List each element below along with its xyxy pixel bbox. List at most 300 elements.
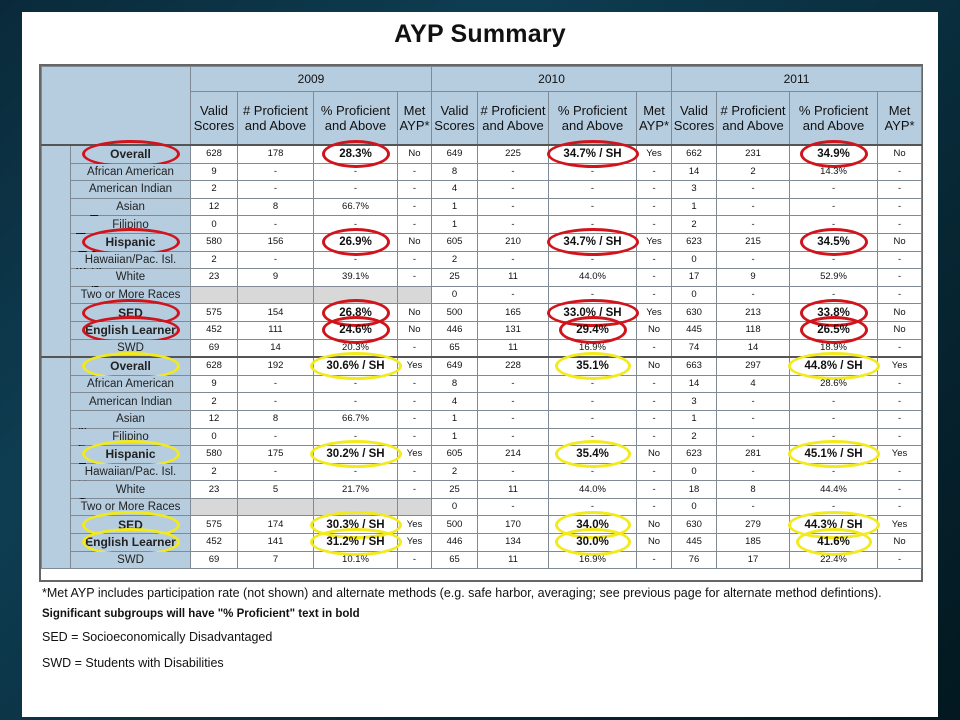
cell-value: No [408, 324, 421, 336]
met-ayp-cell [637, 269, 672, 287]
met-ayp-cell [398, 251, 432, 269]
valid-scores-cell [432, 428, 478, 446]
table-row [42, 463, 922, 481]
ayp-table-body [42, 67, 922, 569]
proficient-percent-cell [790, 339, 878, 357]
proficient-percent-cell [314, 339, 398, 357]
col-met-ayp: Met AYP* [878, 92, 922, 146]
cell-value: 2 [451, 465, 458, 477]
cell-value: No [893, 148, 906, 160]
valid-scores-cell [191, 269, 238, 287]
proficient-count-cell [717, 339, 790, 357]
valid-scores-cell [191, 516, 238, 534]
cell-value: - [897, 183, 902, 195]
cell-value: No [408, 148, 421, 160]
valid-scores-cell [672, 233, 717, 251]
cell-value: 4 [451, 395, 458, 407]
met-ayp-cell [398, 428, 432, 446]
proficient-percent-cell [314, 463, 398, 481]
proficient-count-cell [478, 357, 549, 375]
table-row [42, 393, 922, 411]
subject-label [42, 357, 71, 569]
met-ayp-cell [878, 481, 922, 499]
cell-value: - [652, 201, 656, 213]
cell-value: - [751, 395, 755, 407]
proficient-percent-cell [790, 269, 878, 287]
cell-value: 2 [451, 253, 458, 265]
cell-value: 210 [505, 236, 521, 248]
valid-scores-cell [432, 446, 478, 464]
proficient-count-cell [478, 498, 549, 516]
valid-scores-cell [191, 304, 238, 322]
cell-value: 452 [206, 324, 222, 336]
valid-scores-cell [432, 498, 478, 516]
table-row [42, 181, 922, 199]
cell-value: No [408, 236, 421, 248]
proficient-count-cell [478, 446, 549, 464]
proficient-percent-cell [549, 393, 637, 411]
proficient-count-cell [717, 163, 790, 181]
cell-value: 0 [691, 253, 697, 265]
cell-value: 30.2% / SH [326, 448, 385, 461]
cell-value: - [590, 218, 595, 230]
proficient-count-cell [478, 321, 549, 339]
met-ayp-cell [637, 198, 672, 216]
valid-scores-cell [191, 393, 238, 411]
cell-value: 11 [508, 553, 518, 565]
proficient-percent-cell [790, 375, 878, 393]
empty-cell [191, 498, 238, 516]
proficient-count-cell [238, 375, 314, 393]
proficient-percent-cell [549, 269, 637, 287]
cell-value: - [652, 465, 656, 477]
cell-value: 66.7% [342, 201, 369, 213]
cell-value: 41.6% [817, 536, 850, 549]
met-ayp-cell [398, 375, 432, 393]
proficient-percent-cell [314, 534, 398, 552]
subgroup-label-text: Hispanic [105, 235, 156, 250]
valid-scores-cell [191, 375, 238, 393]
met-ayp-cell [637, 304, 672, 322]
cell-value: 192 [267, 360, 284, 372]
proficient-count-cell [717, 269, 790, 287]
proficient-count-cell [238, 339, 314, 357]
cell-value: 65 [449, 553, 460, 565]
cell-value: Yes [406, 518, 423, 530]
cell-value: - [751, 289, 755, 301]
empty-cell [191, 286, 238, 304]
cell-value: No [647, 448, 661, 460]
met-ayp-cell [878, 446, 922, 464]
valid-scores-cell [672, 446, 717, 464]
valid-scores-cell [432, 393, 478, 411]
valid-scores-cell [672, 269, 717, 287]
cell-value: - [590, 430, 595, 442]
proficient-percent-cell [790, 286, 878, 304]
cell-value: 1 [451, 201, 458, 213]
cell-value: 8 [272, 201, 279, 213]
proficient-count-cell [717, 551, 790, 569]
valid-scores-cell [191, 534, 238, 552]
cell-value: - [831, 413, 836, 425]
col-met-ayp: Met AYP* [637, 92, 672, 146]
valid-scores-cell [191, 551, 238, 569]
cell-value: - [751, 501, 755, 513]
cell-value: 3 [691, 183, 697, 195]
proficient-count-cell [238, 357, 314, 375]
met-ayp-cell [878, 145, 922, 163]
proficient-count-cell [717, 251, 790, 269]
cell-value: - [353, 253, 358, 265]
proficient-count-cell [717, 393, 790, 411]
proficient-count-cell [238, 516, 314, 534]
met-ayp-cell [398, 321, 432, 339]
cell-value: - [273, 430, 278, 442]
cell-value: - [652, 413, 656, 425]
cell-value: 185 [745, 536, 761, 548]
met-ayp-cell [637, 321, 672, 339]
cell-value: - [897, 553, 902, 565]
cell-value: 35.1% [576, 360, 609, 373]
proficient-count-cell [717, 286, 790, 304]
met-ayp-cell [878, 498, 922, 516]
proficient-count-cell [238, 393, 314, 411]
cell-value: 23 [208, 271, 220, 283]
cell-value: 118 [745, 324, 761, 336]
table-row [42, 357, 922, 375]
cell-value: - [511, 165, 515, 177]
cell-value: 35.4% [576, 448, 609, 461]
cell-value: - [590, 201, 595, 213]
cell-value: - [511, 218, 515, 230]
valid-scores-cell [432, 516, 478, 534]
subgroup-label [71, 286, 191, 304]
valid-scores-cell [432, 216, 478, 234]
proficient-count-cell [478, 304, 549, 322]
cell-value: 1 [691, 201, 697, 213]
proficient-percent-cell [790, 145, 878, 163]
subgroup-label [71, 375, 191, 393]
cell-value: - [831, 465, 836, 477]
cell-value: 623 [686, 236, 702, 248]
cell-value: 16.9% [579, 553, 606, 565]
valid-scores-cell [672, 534, 717, 552]
cell-value: 225 [505, 148, 521, 160]
cell-value: 500 [446, 518, 463, 530]
valid-scores-cell [432, 481, 478, 499]
subject-label [42, 145, 71, 357]
cell-value: 170 [505, 518, 521, 530]
subgroup-label [71, 163, 191, 181]
cell-value: 215 [745, 236, 761, 248]
cell-value: - [412, 430, 417, 442]
cell-value: 213 [745, 306, 761, 318]
cell-value: 11 [508, 483, 518, 495]
cell-value: 2 [211, 253, 217, 265]
proficient-count-cell [717, 428, 790, 446]
cell-value: 14 [747, 341, 759, 353]
cell-value: 14 [688, 378, 700, 390]
subgroup-label [71, 410, 191, 428]
proficient-count-cell [478, 516, 549, 534]
cell-value: 33.8% [817, 306, 850, 319]
proficient-percent-cell [549, 339, 637, 357]
col-proficient-count: # Proficient and Above [478, 92, 549, 146]
valid-scores-cell [672, 498, 717, 516]
met-ayp-cell [398, 357, 432, 375]
col-proficient-count: # Proficient and Above [238, 92, 314, 146]
met-ayp-cell [878, 286, 922, 304]
cell-value: 45.1% / SH [804, 448, 863, 461]
proficient-percent-cell [549, 181, 637, 199]
cell-value: - [897, 201, 902, 213]
subgroup-label-text: American Indian [88, 183, 173, 196]
met-ayp-cell [878, 181, 922, 199]
cell-value: No [647, 324, 661, 336]
proficient-percent-cell [314, 233, 398, 251]
cell-value: 14 [688, 165, 700, 177]
proficient-count-cell [238, 198, 314, 216]
cell-value: 0 [691, 501, 697, 513]
cell-value: 44.0% [579, 483, 606, 495]
met-ayp-cell [637, 534, 672, 552]
table-row [42, 286, 922, 304]
proficient-count-cell [478, 216, 549, 234]
proficient-percent-cell [790, 410, 878, 428]
cell-value: 74 [688, 341, 700, 353]
cell-value: - [273, 465, 278, 477]
valid-scores-cell [432, 181, 478, 199]
cell-value: 11 [508, 341, 518, 353]
valid-scores-cell [191, 339, 238, 357]
valid-scores-cell [432, 375, 478, 393]
cell-value: - [831, 395, 836, 407]
subgroup-label-text: Filipino [112, 430, 149, 443]
cell-value: - [412, 165, 417, 177]
proficient-count-cell [717, 375, 790, 393]
cell-value: 44.3% / SH [804, 518, 863, 531]
subgroup-label-text: SED [118, 517, 143, 532]
cell-value: - [897, 395, 902, 407]
table-row [42, 498, 922, 516]
cell-value: - [412, 395, 417, 407]
proficient-count-cell [717, 181, 790, 199]
subgroup-label [71, 269, 191, 287]
proficient-count-cell [717, 233, 790, 251]
cell-value: 22.4% [820, 553, 847, 565]
met-ayp-cell [398, 446, 432, 464]
cell-value: - [897, 165, 902, 177]
proficient-count-cell [717, 357, 790, 375]
cell-value: - [273, 253, 278, 265]
proficient-count-cell [717, 481, 790, 499]
proficient-count-cell [478, 181, 549, 199]
cell-value: 575 [206, 518, 222, 530]
met-ayp-cell [637, 481, 672, 499]
cell-value: - [353, 183, 358, 195]
met-ayp-cell [878, 216, 922, 234]
cell-value: 10.1% [342, 553, 369, 565]
met-ayp-cell [398, 410, 432, 428]
valid-scores-cell [432, 198, 478, 216]
valid-scores-cell [672, 163, 717, 181]
valid-scores-cell [191, 198, 238, 216]
cell-value: 16.9% [579, 341, 606, 353]
proficient-percent-cell [314, 304, 398, 322]
proficient-count-cell [478, 339, 549, 357]
met-ayp-cell [398, 481, 432, 499]
proficient-percent-cell [549, 198, 637, 216]
valid-scores-cell [191, 163, 238, 181]
met-ayp-cell [398, 145, 432, 163]
proficient-count-cell [238, 251, 314, 269]
cell-value: 175 [267, 448, 284, 460]
cell-value: 111 [268, 324, 283, 336]
subgroup-label-text: African American [87, 165, 174, 178]
subgroup-label [71, 357, 191, 375]
cell-value: 231 [745, 148, 761, 160]
met-ayp-cell [398, 163, 432, 181]
proficient-percent-cell [790, 393, 878, 411]
cell-value: - [652, 183, 656, 195]
met-ayp-cell [878, 463, 922, 481]
valid-scores-cell [672, 481, 717, 499]
table-row [42, 375, 922, 393]
valid-scores-cell [191, 357, 238, 375]
subgroup-label [71, 481, 191, 499]
cell-value: - [652, 378, 656, 390]
proficient-percent-cell [549, 446, 637, 464]
cell-value: 8 [451, 165, 458, 177]
valid-scores-cell [191, 145, 238, 163]
cell-value: - [511, 413, 515, 425]
proficient-count-cell [478, 410, 549, 428]
cell-value: - [412, 553, 417, 565]
footnote-significant: Significant subgroups will have "% Proficient" text in bold [42, 608, 360, 620]
cell-value: 30.6% / SH [326, 360, 385, 373]
cell-value: 279 [745, 518, 761, 530]
cell-value: 156 [267, 236, 284, 248]
valid-scores-cell [432, 304, 478, 322]
cell-value: - [652, 395, 656, 407]
col-proficient-percent: % Proficient and Above [549, 92, 637, 146]
cell-value: 9 [211, 378, 217, 390]
year-header-2011: 2011 [672, 67, 922, 92]
subgroup-label-text: Asian [116, 201, 145, 214]
proficient-count-cell [478, 481, 549, 499]
valid-scores-cell [191, 446, 238, 464]
cell-value: - [897, 483, 902, 495]
valid-scores-cell [432, 534, 478, 552]
year-header-row [42, 67, 922, 92]
valid-scores-cell [432, 357, 478, 375]
cell-value: 174 [267, 518, 284, 530]
valid-scores-cell [672, 216, 717, 234]
proficient-percent-cell [790, 321, 878, 339]
subgroup-label-text: English Learner [85, 323, 176, 338]
subgroup-label [71, 446, 191, 464]
proficient-percent-cell [549, 233, 637, 251]
proficient-percent-cell [549, 498, 637, 516]
proficient-count-cell [478, 233, 549, 251]
valid-scores-cell [432, 269, 478, 287]
cell-value: - [412, 465, 417, 477]
cell-value: - [590, 501, 595, 513]
cell-value: - [590, 413, 595, 425]
proficient-count-cell [478, 286, 549, 304]
cell-value: 580 [206, 236, 222, 248]
proficient-percent-cell [314, 551, 398, 569]
cell-value: - [831, 501, 836, 513]
cell-value: 154 [267, 306, 284, 318]
met-ayp-cell [878, 251, 922, 269]
cell-value: 34.0% [576, 518, 609, 531]
cell-value: No [893, 536, 906, 548]
cell-value: 25 [449, 483, 460, 495]
valid-scores-cell [672, 463, 717, 481]
subgroup-label [71, 251, 191, 269]
met-ayp-cell [878, 163, 922, 181]
cell-value: - [652, 271, 656, 283]
met-ayp-cell [637, 516, 672, 534]
subgroup-label-text: Two or More Races [80, 289, 181, 302]
subgroup-label-text: African American [87, 378, 174, 391]
cell-value: 33.0% / SH [563, 306, 622, 319]
cell-value: - [652, 430, 656, 442]
proficient-count-cell [478, 375, 549, 393]
cell-value: 628 [206, 148, 222, 160]
cell-value: - [831, 289, 836, 301]
cell-value: 297 [745, 360, 761, 372]
cell-value: 1 [691, 413, 697, 425]
cell-value: 28.3% [339, 148, 372, 161]
met-ayp-cell [637, 357, 672, 375]
valid-scores-cell [672, 286, 717, 304]
cell-value: 5 [272, 483, 279, 495]
cell-value: 44.4% [820, 483, 847, 495]
met-ayp-cell [398, 463, 432, 481]
cell-value: 663 [686, 360, 702, 372]
proficient-percent-cell [790, 163, 878, 181]
proficient-percent-cell [549, 375, 637, 393]
cell-value: - [897, 430, 902, 442]
cell-value: 69 [208, 341, 220, 353]
cell-value: - [751, 430, 755, 442]
valid-scores-cell [672, 357, 717, 375]
proficient-percent-cell [790, 463, 878, 481]
table-row [42, 446, 922, 464]
cell-value: 30.0% [576, 536, 609, 549]
valid-scores-cell [432, 286, 478, 304]
met-ayp-cell [878, 428, 922, 446]
met-ayp-cell [398, 198, 432, 216]
cell-value: 34.5% [817, 236, 850, 249]
met-ayp-cell [637, 181, 672, 199]
cell-value: Yes [406, 448, 423, 460]
valid-scores-cell [672, 428, 717, 446]
table-row [42, 428, 922, 446]
proficient-percent-cell [314, 446, 398, 464]
cell-value: 445 [686, 324, 702, 336]
empty-cell [314, 498, 398, 516]
valid-scores-cell [672, 516, 717, 534]
met-ayp-cell [637, 233, 672, 251]
met-ayp-cell [637, 375, 672, 393]
proficient-percent-cell [790, 304, 878, 322]
proficient-percent-cell [314, 269, 398, 287]
proficient-percent-cell [790, 481, 878, 499]
table-row [42, 251, 922, 269]
